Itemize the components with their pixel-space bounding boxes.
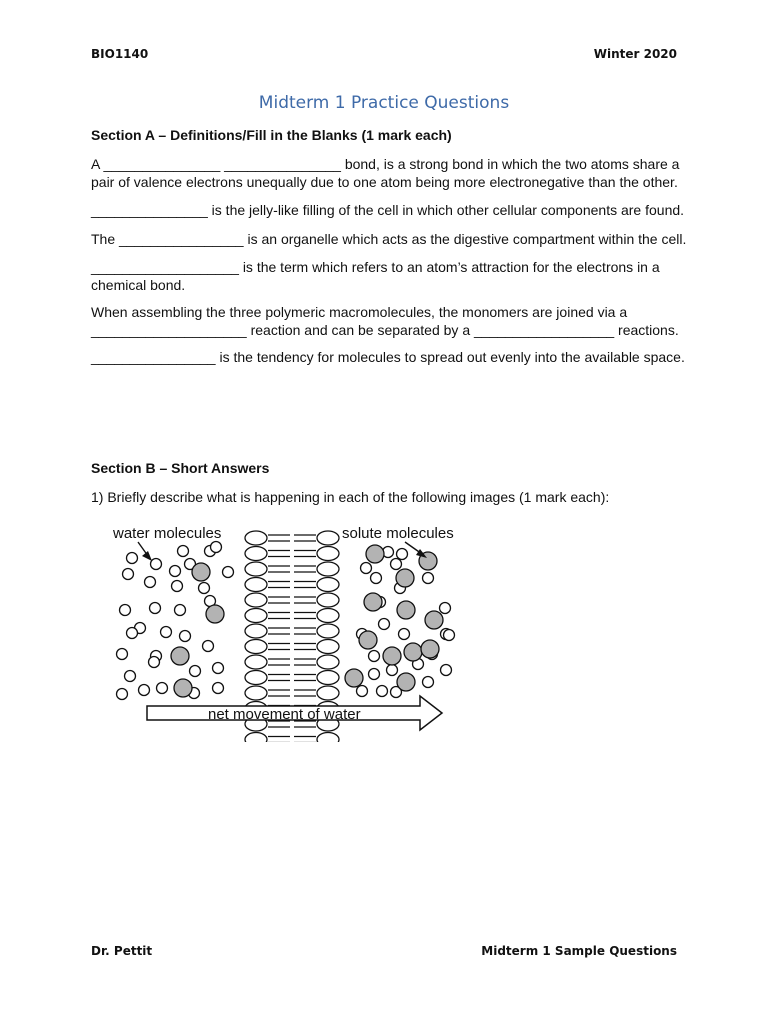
water-molecule — [203, 641, 214, 652]
lipid-head — [245, 531, 267, 545]
solute-molecule — [359, 631, 377, 649]
arrow-label: net movement of water — [208, 706, 361, 723]
lipid-head — [317, 624, 339, 638]
solute-molecule — [383, 647, 401, 665]
water-molecule — [161, 627, 172, 638]
water-molecule — [149, 657, 160, 668]
solute-molecule — [396, 569, 414, 587]
water-molecule — [371, 573, 382, 584]
lipid-head — [317, 593, 339, 607]
lipid-head — [245, 562, 267, 576]
question-a6: ________________ is the tendency for molecules to spread out evenly into the available space. — [91, 349, 685, 365]
lipid-head — [245, 671, 267, 685]
lipid-head — [317, 578, 339, 592]
lipid-head — [245, 624, 267, 638]
water-molecule — [117, 649, 128, 660]
lipid-head — [317, 671, 339, 685]
lipid-head — [317, 531, 339, 545]
water-molecule — [157, 683, 168, 694]
water-molecule — [145, 577, 156, 588]
water-molecule — [379, 619, 390, 630]
question-a1: A _______________ _______________ bond, is a strong bond in which the two atoms share a pair of valence electrons unequally due to one atom being more electronegative than the other. — [91, 156, 680, 190]
lipid-head — [245, 578, 267, 592]
water-molecule — [190, 666, 201, 677]
water-molecule — [444, 630, 455, 641]
lipid-head — [317, 609, 339, 623]
solute-molecule — [421, 640, 439, 658]
water-molecule — [120, 605, 131, 616]
water-molecule — [211, 542, 222, 553]
water-molecule — [199, 583, 210, 594]
solute-molecule — [397, 673, 415, 691]
solute-molecule — [174, 679, 192, 697]
water-molecule — [151, 559, 162, 570]
water-molecule — [223, 567, 234, 578]
water-molecule — [391, 559, 402, 570]
water-molecule — [150, 603, 161, 614]
water-molecule — [180, 631, 191, 642]
water-molecule — [172, 581, 183, 592]
solute-molecule — [425, 611, 443, 629]
solute-molecule — [364, 593, 382, 611]
solute-molecule — [397, 601, 415, 619]
water-molecule — [423, 677, 434, 688]
water-molecule — [440, 603, 451, 614]
lipid-head — [245, 547, 267, 561]
label-solute-molecules: solute molecules — [342, 525, 454, 542]
osmosis-diagram — [100, 516, 480, 742]
solute-molecule — [206, 605, 224, 623]
water-molecule — [387, 665, 398, 676]
lipid-head — [245, 733, 267, 743]
section-a-heading: Section A – Definitions/Fill in the Blanks (1 mark each) — [91, 127, 452, 143]
water-molecule — [123, 569, 134, 580]
footer-document-title: Midterm 1 Sample Questions — [481, 944, 677, 958]
lipid-head — [317, 733, 339, 743]
water-pointer-arrowhead — [142, 551, 152, 561]
lipid-head — [245, 655, 267, 669]
water-molecule — [139, 685, 150, 696]
water-molecule — [117, 689, 128, 700]
water-molecule — [213, 663, 224, 674]
lipid-head — [245, 593, 267, 607]
lipid-head — [317, 547, 339, 561]
water-molecule — [441, 665, 452, 676]
water-molecule — [399, 629, 410, 640]
water-molecule — [377, 686, 388, 697]
water-molecule — [170, 566, 181, 577]
lipid-head — [317, 562, 339, 576]
water-molecule — [213, 683, 224, 694]
question-a5: When assembling the three polymeric macromolecules, the monomers are joined via a ____________________ reaction and can be separated by a __________________ reactions. — [91, 304, 679, 338]
water-molecule — [127, 553, 138, 564]
question-b1: 1) Briefly describe what is happening in each of the following images (1 mark each): — [91, 489, 610, 505]
solute-molecule — [404, 643, 422, 661]
header-term: Winter 2020 — [593, 47, 677, 61]
lipid-head — [317, 655, 339, 669]
question-a4: ___________________ is the term which refers to an atom’s attraction for the electrons in a chemical bond. — [91, 259, 660, 293]
lipid-head — [317, 640, 339, 654]
water-molecule — [369, 651, 380, 662]
lipid-head — [317, 686, 339, 700]
label-water-molecules: water molecules — [113, 525, 222, 542]
water-molecule — [369, 669, 380, 680]
water-molecule — [175, 605, 186, 616]
section-b-heading: Section B – Short Answers — [91, 460, 270, 476]
water-molecule — [178, 546, 189, 557]
solute-molecule — [192, 563, 210, 581]
header-course-code: BIO1140 — [91, 47, 149, 61]
footer-instructor: Dr. Pettit — [91, 944, 153, 958]
lipid-head — [245, 686, 267, 700]
water-molecule — [361, 563, 372, 574]
water-molecule — [125, 671, 136, 682]
question-a2: _______________ is the jelly-like filling of the cell in which other cellular components are found. — [91, 202, 685, 218]
water-molecule — [127, 628, 138, 639]
lipid-head — [245, 640, 267, 654]
solute-molecule — [171, 647, 189, 665]
solute-molecule — [366, 545, 384, 563]
water-molecule — [397, 549, 408, 560]
lipid-head — [245, 609, 267, 623]
water-molecule — [423, 573, 434, 584]
water-molecule — [357, 686, 368, 697]
page-title: Midterm 1 Practice Questions — [258, 93, 510, 113]
solute-molecule — [345, 669, 363, 687]
question-a3: The ________________ is an organelle which acts as the digestive compartment within the cell. — [91, 231, 687, 247]
